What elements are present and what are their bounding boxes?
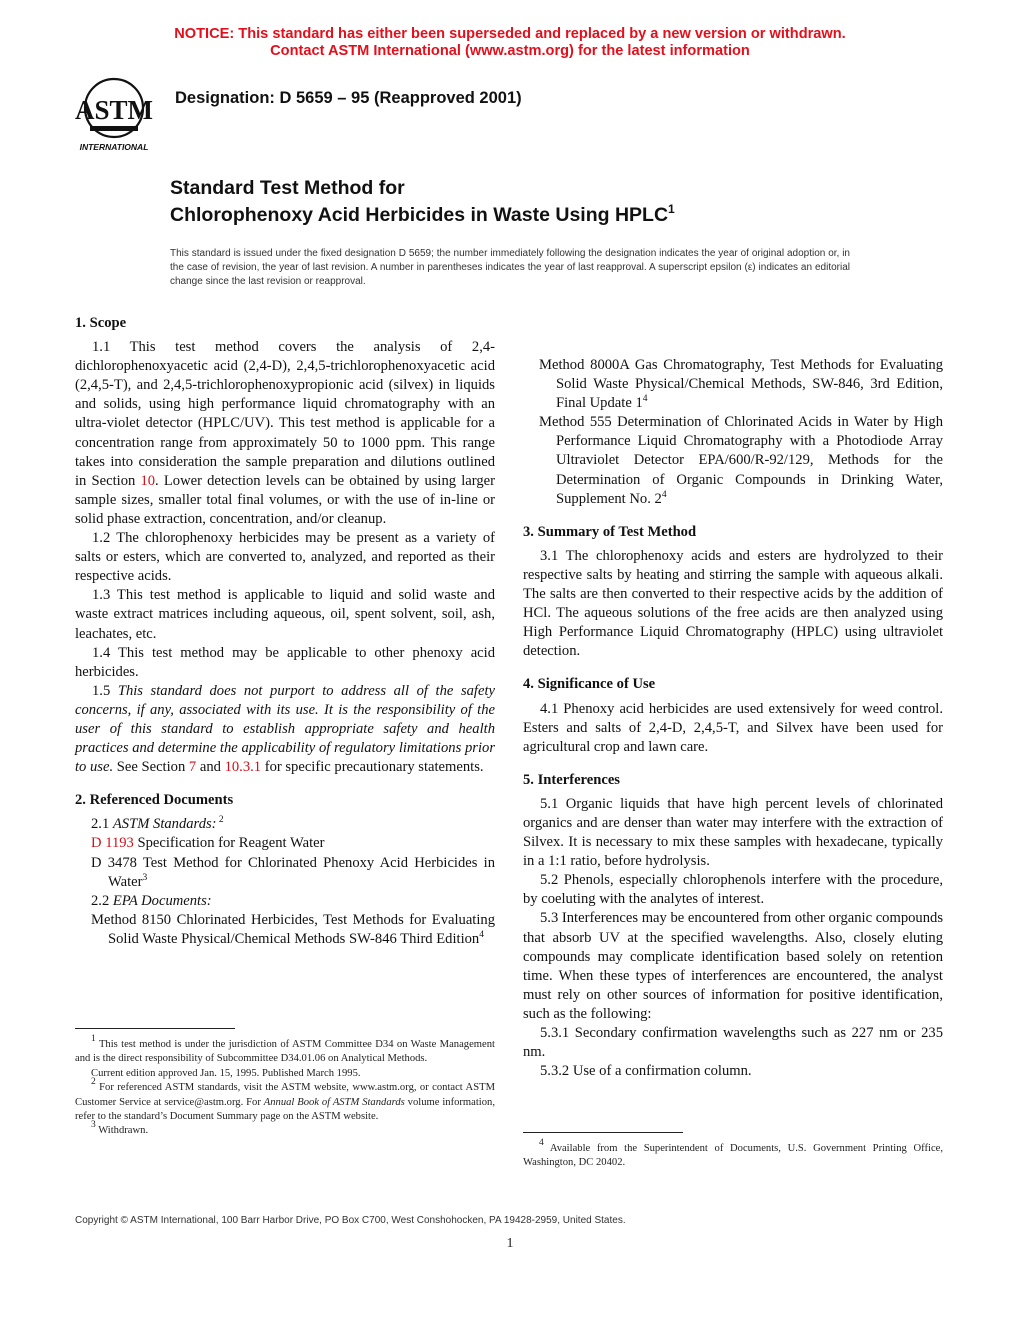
reference-method-555: Method 555 Determination of Chlorinated Acids in Water by High Performance Liquid Chromatography with a Photodiode Array Ultraviolet Detector EPA/600/R-92/129, Methods for the Determination of Organic Compounds in Drinking Water, Supplement No. $2^4$ [539,414,943,507]
reference-method-8000a: Method 8000A Gas Chromatography, Test Methods for Evaluating Solid Waste Physical/Chemical Methods, SW-846, 3rd Edition, Final Update $1^4$ [539,357,943,412]
document-title [170,175,675,229]
logo-letters: ASTM [74,95,154,125]
footnote-4: $^4$ Available from the Superintendent of Documents, U.S. Government Printing Office, Washington, DC 20402. [523,1138,943,1169]
reference-d1193: D 1193 Specification for Reagent Water [91,835,325,852]
astm-standards-label: 2.1 ASTM Standards: $^2$ [91,815,224,833]
footnote-3: $^3$ Withdrawn. [91,1120,149,1137]
section-scope-heading: 1. Scope [75,315,127,331]
reference-method-8150: Method 8150 Chlorinated Herbicides, Test Methods for Evaluating Solid Waste Physical/Chemical Methods SW-846 Third Edition$^4$ [91,911,495,947]
supersession-notice [0,26,1020,60]
paragraph-5-3-1: 5.3.1 Secondary confirmation wavelengths such as 227 nm or 235 nm. [523,1025,943,1061]
paragraph-1-1: 1.1 This test method covers the analysis of 2,4-dichlorophenoxyacetic acid (2,4-D), 2,4,5-trichlorophenoxyacetic acid (2,4,5-T), and 2,4,5-trichlorophenoxypropionic acid (silvex) in liquids and solids, using high performance liquid chromatography with an ultra-violet detector (HPLC/UV). This test method is applicable for a concentration range from approximately 50 to 1000 ppm. This range takes into consideration the sample preparation and dilutions outlined in Section 10. Lower detection levels can be obtained by using larger sample sizes, smaller total final volumes, or with the use of in-line or solid phase extraction, concentration, and/or cleanup. [75,339,495,527]
section-summary-heading: 3. Summary of Test Method [523,523,697,540]
paragraph-5-3: 5.3 Interferences may be encountered from other organic compounds that absorb UV at the specified wavelengths. Also, closely eluting compounds may complicate identification based solely on retention time. When these types of interferences are encountered, the analyst must rely on other sources of information for positive identification, such as the following: [523,910,943,1022]
copyright-line: Copyright © ASTM International, 100 Barr Harbor Drive, PO Box C700, West Conshohocken, PA 19428-2959, United States. [75,1215,626,1226]
footnotes-right [523,1138,943,1171]
paragraph-5-3-2: 5.3.2 Use of a confirmation column. [540,1063,752,1080]
logo-subtitle: INTERNATIONAL [79,142,149,152]
left-column [75,314,495,949]
footnote-1-approval: Current edition approved Jan. 15, 1995. Published March 1995. [91,1067,361,1079]
paragraph-4-1: 4.1 Phenoxy acid herbicides are used extensively for weed control. Esters and salts of 2,4-D, 2,4,5-T, and Silvex have been used for agricultural crop and lawn care. [523,700,943,755]
title-line-2: Chlorophenoxy Acid Herbicides in Waste Using HPLC$^1$ [170,202,675,226]
astm-logo-icon [74,74,160,156]
paragraph-1-2: 1.2 The chlorophenoxy herbicides may be present as a variety of salts or esters, which are converted to, analyzed, and reported as their respective acids. [75,530,495,585]
section-referenced-heading: 2. Referenced Documents [75,792,234,809]
title-footnote-mark: 1 [668,202,675,216]
notice-line-2: Contact ASTM International (www.astm.org) for the latest information [270,43,750,59]
d1193-link[interactable]: D 1193 [91,835,134,852]
section-10-3-1-link[interactable]: 10.3.1 [224,759,262,776]
right-column [523,314,943,1081]
paragraph-5-2: 5.2 Phenols, especially chlorophenols interfere with the procedure, by coeluting with the analytes of interest. [523,872,943,908]
footnotes-left [75,1034,495,1139]
footnote-2: $^2$ For referenced ASTM standards, visit the ASTM website, www.astm.org, or contact ASTM Customer Service at service@astm.org. For Annual Book of ASTM Standards volume information, refer to the standard’s Document Summary page on the ASTM website. [75,1077,495,1123]
section-10-link[interactable]: 10 [140,472,156,489]
footnote-1: $^1$ This test method is under the jurisdiction of ASTM Committee D34 on Waste Management and is the direct responsibility of Subcommittee D34.01.06 on Analytical Methods. [75,1034,495,1065]
epa-documents-label: 2.2 EPA Documents: [91,892,212,909]
issued-note: This standard is issued under the fixed designation D 5659; the number immediately following the designation indicates the year of original adoption or, in the case of revision, the year of last revision. A number in parentheses indicates the year of last reapproval. A superscript epsilon (ε) indicates an editorial change since the last revision or reapproval. [170,248,850,287]
footnote-rule-left [75,1028,235,1029]
paragraph-1-3: 1.3 This test method is applicable to liquid and solid waste and waste extract matrices including aqueous, oil, spent solvent, soil, ash, leachates, etc. [75,587,495,642]
section-interferences-heading: 5. Interferences [523,771,620,788]
reference-d3478: D 3478 Test Method for Chlorinated Phenoxy Acid Herbicides in Water$^3$ [91,854,495,890]
paragraph-3-1: 3.1 The chlorophenoxy acids and esters are hydrolyzed to their respective salts by heating and stirring the sample with aqueous alkali. The salts are then converted to their respective acids by the addition of HCl. The aqueous solutions of the free acids are then analyzed using High Performance Liquid Chromatography (HPLC) using ultraviolet detection. [523,547,943,660]
notice-line-1: NOTICE: This standard has either been superseded and replaced by a new version or withdrawn. [174,26,846,42]
paragraph-5-1: 5.1 Organic liquids that have high percent levels of chlorinated organics and are denser than water may interfere with the extraction of Silvex. It is necessary to mix these samples with hexadecane, typically in a 1:1 ratio, before hydrolysis. [523,795,943,870]
title-line-1: Standard Test Method for [170,177,405,199]
paragraph-1-4: 1.4 This test method may be applicable to other phenoxy acid herbicides. [75,644,495,680]
section-7-link[interactable]: 7 [188,759,197,776]
designation: Designation: D 5659 – 95 (Reapproved 2001) [175,89,522,107]
paragraph-1-5: 1.5 This standard does not purport to address all of the safety concerns, if any, associated with its use. It is the responsibility of the user of this standard to establish appropriate safety and health practices and determine the applicability of regulatory limitations prior to use. See Section 7 and 10.3.1 for specific precautionary statements. [75,682,495,776]
section-significance-heading: 4. Significance of Use [523,676,656,693]
footnote-rule-right [523,1132,683,1133]
page-number: 1 [506,1236,514,1251]
